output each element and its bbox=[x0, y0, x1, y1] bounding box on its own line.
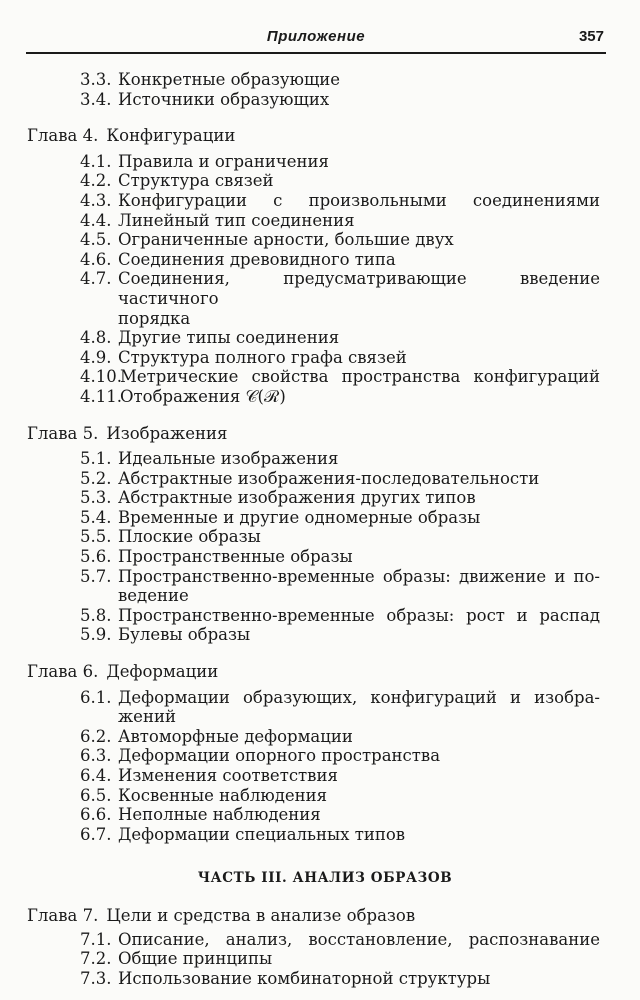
entry-number: 7.2. bbox=[80, 949, 112, 969]
entry-title: Пространственные образы bbox=[118, 547, 353, 567]
entry-title: Линейный тип соединения bbox=[118, 210, 355, 230]
entry-title: Метрические свойства пространства конфигураций bbox=[120, 367, 600, 387]
toc-entry bbox=[0, 70, 600, 90]
entry-number: 4.1. bbox=[80, 151, 112, 171]
page-number: 357 bbox=[578, 28, 604, 45]
entry-number: 5.2. bbox=[80, 468, 112, 488]
entry-title: Автоморфные деформации bbox=[118, 726, 353, 746]
entry-number: 6.6. bbox=[80, 805, 112, 825]
toc-entry bbox=[0, 625, 600, 645]
chapter-title: Изображения bbox=[106, 423, 228, 443]
entry-number: 6.2. bbox=[80, 726, 112, 746]
entry-title: Другие типы соединения bbox=[118, 328, 340, 348]
toc-entry bbox=[0, 567, 600, 587]
chapter-title: Конфигурации bbox=[106, 126, 236, 146]
chapter-label: Глава 6. bbox=[27, 662, 99, 682]
toc-entry bbox=[0, 969, 600, 989]
toc-entry bbox=[0, 508, 600, 528]
toc-entry bbox=[0, 90, 600, 110]
entry-number: 5.5. bbox=[80, 527, 112, 547]
toc-entry bbox=[0, 269, 600, 308]
entry-continuation: порядка bbox=[118, 308, 191, 328]
entry-title: Общие принципы bbox=[118, 949, 273, 969]
chapter-title: Деформации bbox=[106, 662, 219, 682]
toc-entry bbox=[0, 152, 600, 172]
toc-entry bbox=[0, 250, 600, 270]
entry-title: Соединения древовидного типа bbox=[118, 249, 396, 269]
toc-entry bbox=[0, 766, 600, 786]
toc-entry bbox=[0, 727, 600, 747]
toc-entry bbox=[0, 348, 600, 368]
entry-title: Правила и ограничения bbox=[118, 151, 329, 171]
toc-entry bbox=[0, 606, 600, 626]
toc-entry bbox=[0, 688, 600, 708]
entry-number: 4.7. bbox=[80, 269, 112, 289]
entry-title: Абстрактные изображения других типов bbox=[118, 488, 476, 508]
entry-title: Использование комбинаторной структуры bbox=[118, 968, 491, 988]
entry-title: Деформации образующих, конфигураций и изобра- bbox=[118, 687, 600, 707]
entry-title: Неполные наблюдения bbox=[118, 805, 321, 825]
table-of-contents bbox=[0, 70, 640, 988]
entry-continuation: жений bbox=[118, 707, 176, 727]
entry-title: Источники образующих bbox=[118, 89, 330, 109]
toc-entry bbox=[0, 171, 600, 191]
entry-number: 4.3. bbox=[80, 190, 112, 210]
entry-number: 3.4. bbox=[80, 89, 112, 109]
entry-number: 6.5. bbox=[80, 785, 112, 805]
entry-title: Описание, анализ, восстановление, распознавание bbox=[118, 929, 600, 949]
entry-number: 4.5. bbox=[80, 230, 112, 250]
entry-title: Соединения, предусматривающие введение частичного bbox=[118, 269, 600, 308]
entry-number: 5.1. bbox=[80, 449, 112, 469]
chapter-label: Глава 7. bbox=[27, 905, 99, 925]
entry-number: 5.6. bbox=[80, 547, 112, 567]
entry-title: Пространственно-временные образы: движение и по- bbox=[118, 566, 600, 586]
chapter-heading bbox=[0, 126, 640, 146]
chapter-heading bbox=[0, 906, 640, 926]
toc-entry bbox=[0, 387, 600, 407]
entry-title: Изменения соответствия bbox=[118, 766, 338, 785]
running-header bbox=[26, 26, 606, 54]
toc-entry bbox=[0, 805, 600, 825]
entry-number: 5.4. bbox=[80, 507, 112, 527]
toc-entry bbox=[0, 547, 600, 567]
entry-title: Абстрактные изображения-последовательности bbox=[118, 468, 540, 488]
toc-entry bbox=[0, 328, 600, 348]
chapter-label: Глава 5. bbox=[27, 423, 99, 443]
entry-number: 4.4. bbox=[80, 210, 112, 230]
entry-number: 4.11. bbox=[80, 386, 122, 406]
entry-title: Конкретные образующие bbox=[118, 70, 341, 89]
entry-number: 6.3. bbox=[80, 746, 112, 766]
entry-number: 4.8. bbox=[80, 328, 112, 348]
toc-entry bbox=[0, 191, 600, 211]
entry-title: Деформации специальных типов bbox=[118, 824, 406, 844]
entry-title: Плоские образы bbox=[118, 527, 261, 547]
toc-entry bbox=[0, 469, 600, 489]
entry-title: Булевы образы bbox=[118, 625, 251, 645]
entry-number: 5.8. bbox=[80, 605, 112, 625]
entry-number: 5.7. bbox=[80, 566, 112, 586]
entry-title: Временные и другие одномерные образы bbox=[118, 507, 481, 527]
entry-title: Пространственно-временные образы: рост и распад bbox=[118, 605, 600, 625]
toc-entry bbox=[0, 786, 600, 806]
toc-entry bbox=[0, 230, 600, 250]
entry-title: Структура связей bbox=[118, 171, 274, 191]
toc-entry bbox=[0, 367, 600, 387]
entry-number: 6.4. bbox=[80, 766, 112, 785]
entry-title: Отображения 𝒞(ℛ) bbox=[120, 386, 286, 406]
entry-number: 5.3. bbox=[80, 488, 112, 508]
entry-number: 5.9. bbox=[80, 625, 112, 645]
toc-entry bbox=[0, 527, 600, 547]
chapter-title: Цели и средства в анализе образов bbox=[106, 905, 416, 925]
entry-number: 4.9. bbox=[80, 347, 112, 367]
entry-number: 6.1. bbox=[80, 687, 112, 707]
entry-number: 4.2. bbox=[80, 171, 112, 191]
entry-number: 7.3. bbox=[80, 968, 112, 988]
toc-entry bbox=[0, 930, 600, 950]
toc-entry bbox=[0, 825, 600, 845]
chapter-heading bbox=[0, 662, 640, 682]
chapter-heading bbox=[0, 424, 640, 444]
entry-title: Конфигурации с произвольными соединениями bbox=[118, 190, 600, 210]
entry-title: Деформации опорного пространства bbox=[118, 746, 441, 766]
toc-entry bbox=[0, 211, 600, 231]
toc-entry bbox=[0, 746, 600, 766]
entry-number: 4.6. bbox=[80, 249, 112, 269]
entry-number: 3.3. bbox=[80, 70, 112, 89]
entry-title: Структура полного графа связей bbox=[118, 347, 407, 367]
part-heading: ЧАСТЬ III. АНАЛИЗ ОБРАЗОВ bbox=[197, 870, 453, 887]
toc-entry bbox=[0, 949, 600, 969]
toc-entry bbox=[0, 488, 600, 508]
entry-number: 7.1. bbox=[80, 929, 112, 949]
toc-entry bbox=[0, 449, 600, 469]
entry-continuation: ведение bbox=[118, 586, 189, 606]
entry-title: Идеальные изображения bbox=[118, 449, 339, 469]
chapter-label: Глава 4. bbox=[27, 126, 99, 146]
entry-number: 4.10. bbox=[80, 367, 122, 387]
entry-number: 6.7. bbox=[80, 824, 112, 844]
running-title: Приложение bbox=[266, 28, 366, 45]
entry-title: Ограниченные арности, большие двух bbox=[118, 230, 454, 250]
entry-title: Косвенные наблюдения bbox=[118, 785, 328, 805]
